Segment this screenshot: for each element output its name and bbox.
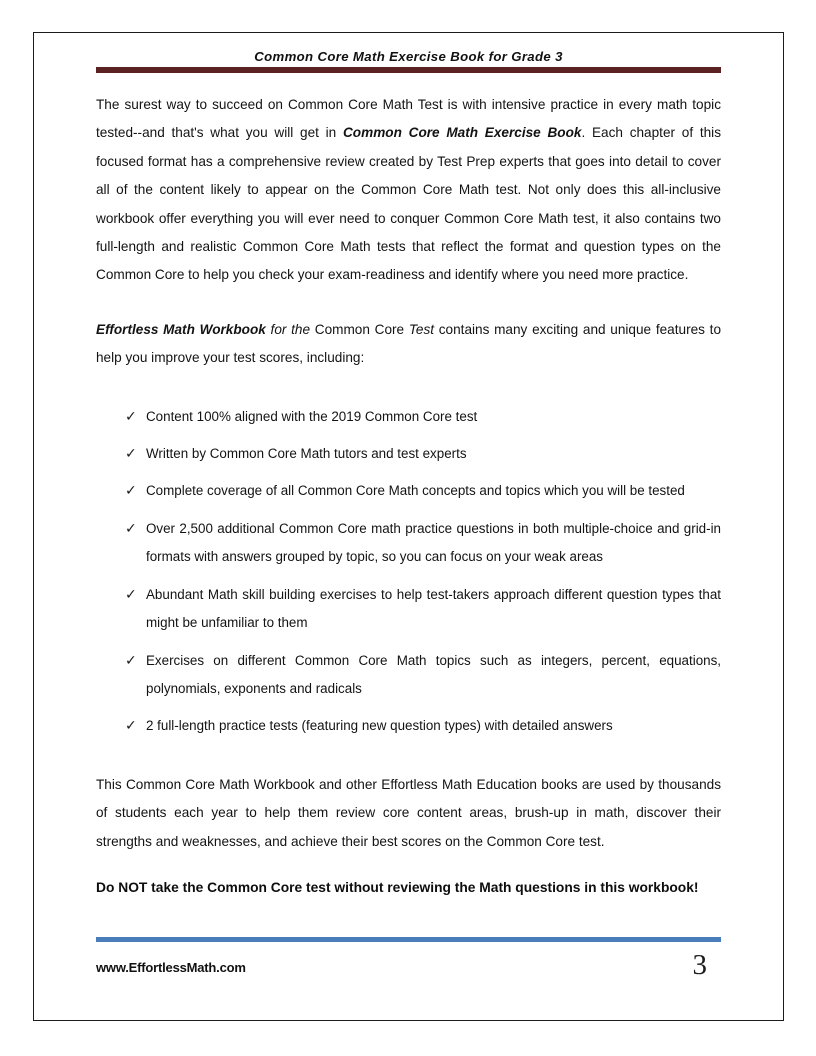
check-icon: ✓: [125, 408, 137, 425]
usage-paragraph: This Common Core Math Workbook and other Effortless Math Education books are used by thousands of students each year to help them review core content areas, brush-up in math, discover their strengths and weaknesses, and achieve their best scores on the Common Core test.: [96, 776, 721, 849]
list-item-text: Complete coverage of all Common Core Math concepts and topics which you will be tested: [146, 483, 685, 499]
spacer: [96, 373, 721, 403]
check-icon: ✓: [125, 586, 137, 603]
document-body: [96, 91, 721, 902]
running-footer: [96, 937, 721, 986]
features-lead-plain-1: Common Core: [314, 321, 409, 337]
features-lead-paragraph: [96, 316, 721, 373]
list-item-text: 2 full-length practice tests (featuring new question types) with detailed answers: [146, 718, 613, 734]
list-item: [96, 581, 721, 638]
features-checklist: [96, 403, 721, 741]
features-lead-italic-connector: for the: [265, 321, 315, 337]
intro-text-part-2: . Each chapter of this focused format has a comprehensive review created by Test Prep experts that goes into detail to cover all of the content likely to appear on the Common Core Math test. Not only does this all-inclusive workbook offer everything you will ever need to conquer Common Core Math test, it also contains two full-length and realistic Common Core Math tests that reflect the format and question types on the Common Core to help you check your exam-readiness and identify where you need more practice.: [96, 125, 721, 283]
footer-website-link[interactable]: www.EffortlessMath.com: [96, 960, 246, 975]
list-item-text: Content 100% aligned with the 2019 Common Core test: [146, 408, 478, 424]
spacer: [96, 290, 721, 316]
features-lead-italic-test: Test: [408, 321, 435, 337]
intro-text-part-1: The surest way to succeed on Common Core Math Test is with intensive practice in every math topic tested--and that's what you will get in: [96, 97, 721, 141]
list-item-text: Written by Common Core Math tutors and test experts: [146, 446, 467, 462]
list-item-text: Over 2,500 additional Common Core math practice questions in both multiple-choice and grid-in formats with answers grouped by topic, so you can focus on your weak areas: [146, 520, 721, 565]
header-title: Common Core Math Exercise Book for Grade 3: [254, 49, 563, 64]
intro-emphasis-title: Common Core Math Exercise Book: [342, 125, 582, 141]
list-item: [96, 647, 721, 704]
page-content-area: [96, 33, 721, 1020]
spacer: [96, 856, 721, 874]
list-item-text: Exercises on different Common Core Math topics such as integers, percent, equations, polynomials, exponents and radicals: [146, 652, 721, 696]
effortless-math-workbook-title: Effortless Math Workbook: [96, 321, 266, 337]
footer-divider-rule: [96, 937, 721, 942]
check-icon: ✓: [125, 483, 137, 500]
check-icon: ✓: [125, 718, 137, 735]
page-number: 3: [692, 949, 707, 981]
running-header: [96, 49, 721, 73]
check-icon: ✓: [125, 652, 137, 669]
list-item: [96, 440, 721, 468]
intro-paragraph: [96, 91, 721, 290]
footer-row: [96, 949, 721, 986]
list-item-text: Abundant Math skill building exercises to help test-takers approach different question types that might be unfamiliar to them: [146, 586, 721, 631]
check-icon: ✓: [125, 520, 137, 537]
header-divider-rule: [96, 67, 721, 73]
spacer: [96, 741, 721, 771]
list-item: [96, 477, 721, 505]
check-icon: ✓: [125, 446, 137, 463]
closing-call-to-action: Do NOT take the Common Core test without reviewing the Math questions in this workbook!: [96, 879, 699, 895]
list-item: [96, 403, 721, 431]
list-item: [96, 515, 721, 572]
features-lead-plain-2: contains many exciting and unique features to help you improve your test scores, including:: [96, 321, 722, 366]
page-sheet: [33, 32, 784, 1021]
list-item: [96, 712, 721, 740]
